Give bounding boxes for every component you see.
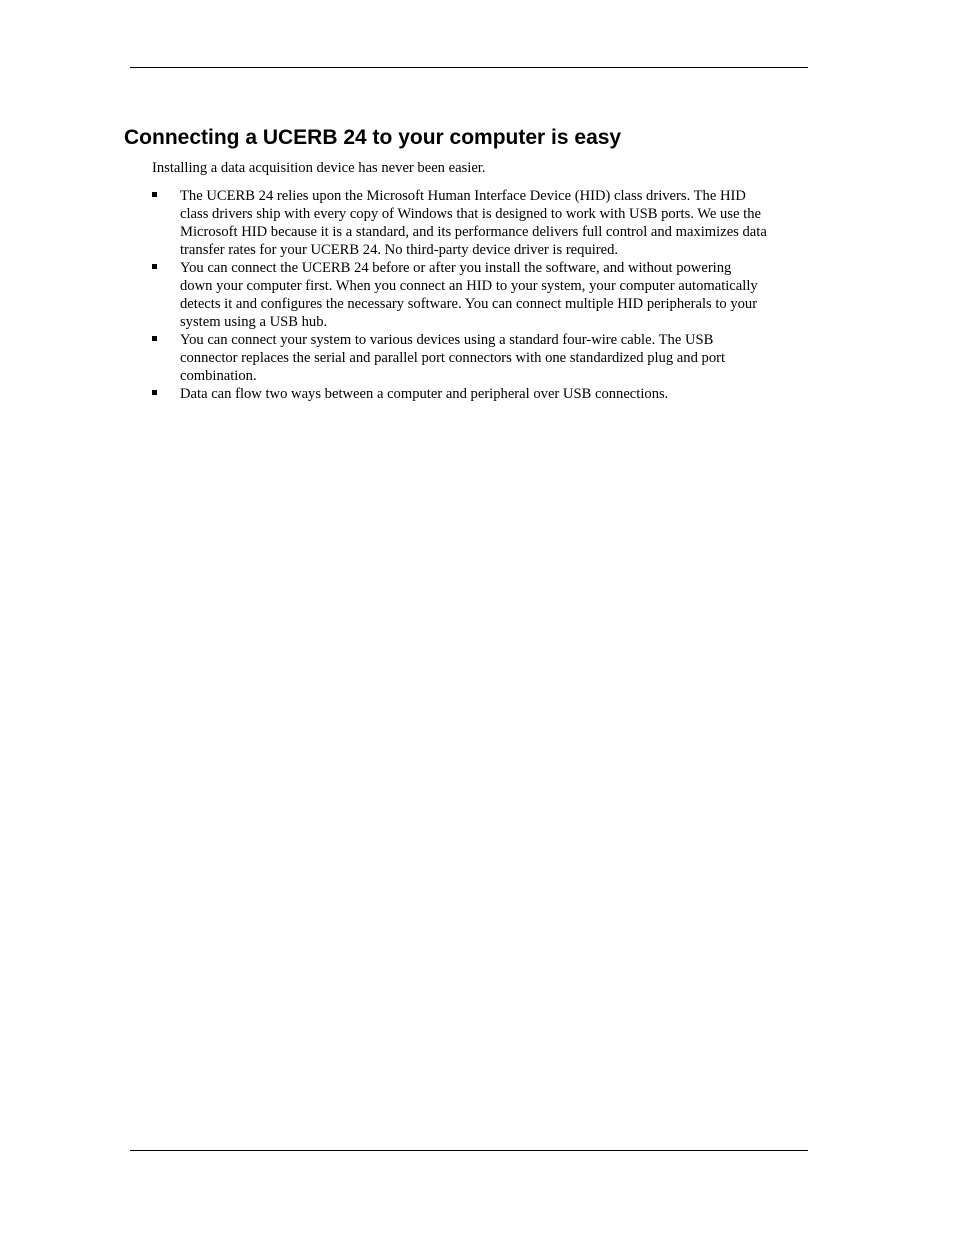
- bullet-text-line: You can connect your system to various devices using a standard four-wire cable. The USB: [180, 332, 714, 348]
- feature-bullet-list: [152, 187, 812, 403]
- section-heading: Connecting a UCERB 24 to your computer is easy: [124, 126, 622, 149]
- bullet-text-line: down your computer first. When you connect an HID to your system, your computer automatically: [180, 278, 758, 294]
- footer-rule: [130, 1150, 808, 1151]
- bullet-item: [152, 385, 812, 403]
- square-bullet-icon: [152, 390, 157, 395]
- bullet-text-line: connector replaces the serial and parallel port connectors with one standardized plug and port: [180, 350, 726, 366]
- bullet-item: [152, 259, 812, 331]
- bullet-text-line: system using a USB hub.: [180, 314, 328, 330]
- bullet-text-line: Microsoft HID because it is a standard, and its performance delivers full control and maximizes data: [180, 224, 767, 240]
- bullet-item: [152, 187, 812, 259]
- bullet-text-line: transfer rates for your UCERB 24. No third-party device driver is required.: [180, 242, 619, 258]
- bullet-text-line: You can connect the UCERB 24 before or after you install the software, and without powering: [180, 260, 732, 276]
- square-bullet-icon: [152, 264, 157, 269]
- bullet-text-line: detects it and configures the necessary software. You can connect multiple HID peripherals to your: [180, 296, 758, 312]
- bullet-text-line: The UCERB 24 relies upon the Microsoft Human Interface Device (HID) class drivers. The HID: [180, 188, 746, 204]
- square-bullet-icon: [152, 336, 157, 341]
- bullet-item: [152, 331, 812, 385]
- header-rule: [130, 67, 808, 68]
- square-bullet-icon: [152, 192, 157, 197]
- bullet-text-line: class drivers ship with every copy of Windows that is designed to work with USB ports. We use the: [180, 206, 761, 222]
- intro-paragraph: Installing a data acquisition device has never been easier.: [152, 160, 486, 176]
- bullet-text-line: Data can flow two ways between a computer and peripheral over USB connections.: [180, 386, 669, 402]
- bullet-text-line: combination.: [180, 368, 257, 384]
